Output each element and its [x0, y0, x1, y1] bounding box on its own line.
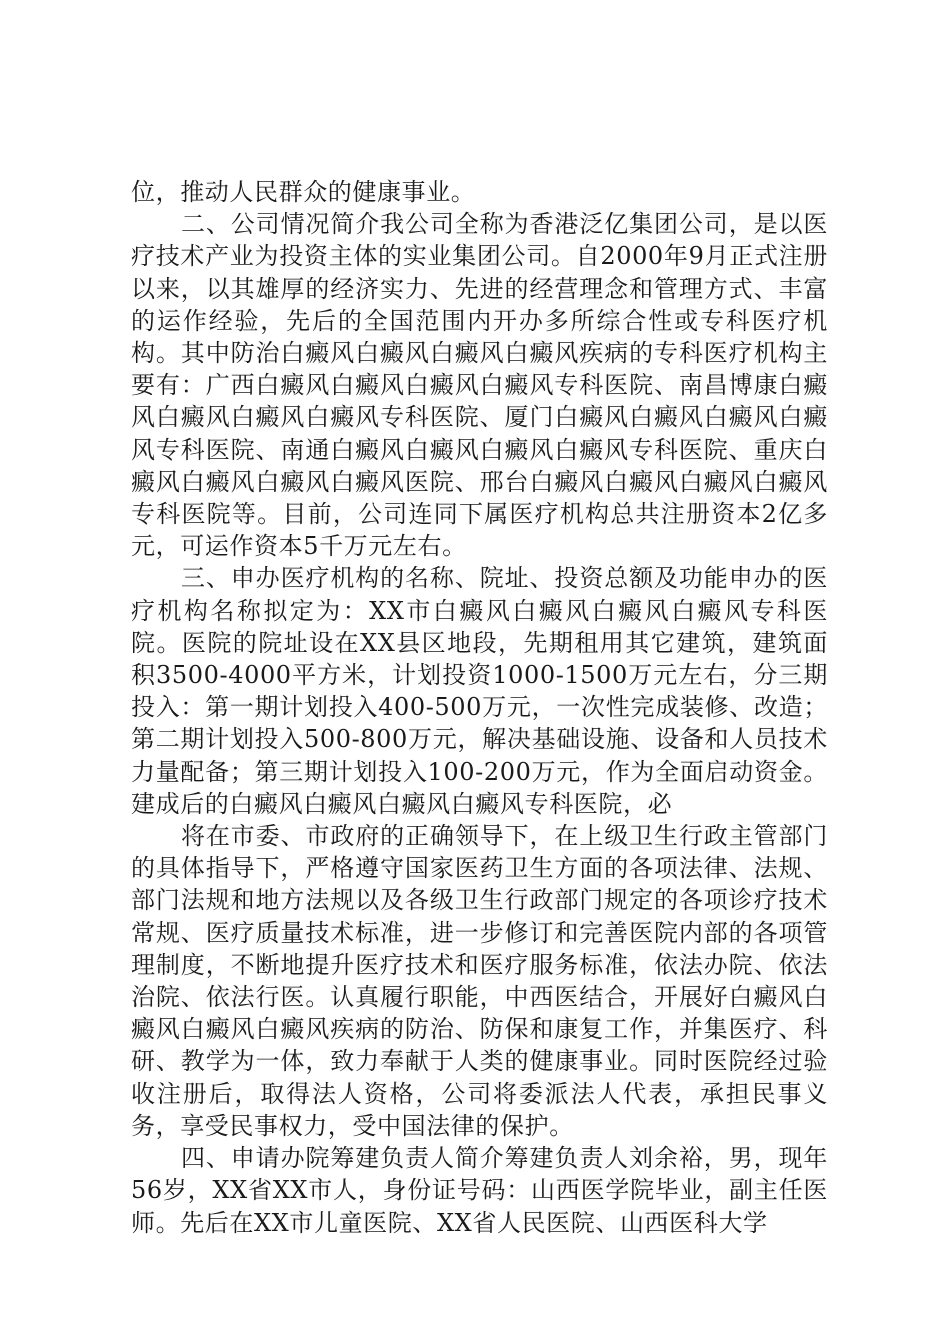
paragraph-company-overview: 二、公司情况简介我公司全称为香港泛亿集团公司，是以医疗技术产业为投资主体的实业集团公司。自2000年9月正式注册以来，以其雄厚的经济实力、先进的经营理念和管理方式、丰富的运作经验，先后的全国范围内开办多所综合性或专科医疗机构。其中防治白癜风白癜风白癜风白癜风疾病的专科医疗机构主要有：广西白癜风白癜风白癜风白癜风专科医院、南昌博康白癜风白癜风白癜风白癜风专科医院、厦门白癜风白癜风白癜风白癜风专科医院、南通白癜风白癜风白癜风白癜风专科医院、重庆白癜风白癜风白癜风白癜风医院、邢台白癜风白癜风白癜风白癜风专科医院等。目前，公司连同下属医疗机构总共注册资本2亿多元，可运作资本5千万元左右。 — [131, 210, 828, 561]
paragraph-institution-name-address: 三、申办医疗机构的名称、院址、投资总额及功能申办的医疗机构名称拟定为：XX市白癜风白癜风白癜风白癜风专科医院。医院的院址设在XX县区地段，先期租用其它建筑，建筑面积3500-4000平方米，计划投资1000-1500万元左右，分三期投入：第一期计划投入400-500万元，一次性完成装修、改造；第二期计划投入500-800万元，解决基础设施、设备和人员技术力量配备；第三期计划投入100-200万元，作为全面启动资金。建成后的白癜风白癜风白癜风白癜风专科医院，必 — [131, 564, 828, 818]
document-body — [131, 176, 828, 1239]
paragraph-operation-principles: 将在市委、市政府的正确领导下，在上级卫生行政主管部门的具体指导下，严格遵守国家医药卫生方面的各项法律、法规、部门法规和地方法规以及各级卫生行政部门规定的各项诊疗技术常规、医疗质量技术标准，进一步修订和完善医院内部的各项管理制度，不断地提升医疗技术和医疗服务标准，依法办院、依法治院、依法行医。认真履行职能，中西医结合，开展好白癜风白癜风白癜风白癜风疾病的防治、防保和康复工作，并集医疗、科研、教学为一体，致力奉献于人类的健康事业。同时医院经过验收注册后，取得法人资格，公司将委派法人代表，承担民事义务，享受民事权力，受中国法律的保护。 — [131, 822, 828, 1140]
paragraph-responsible-person: 四、申请办院筹建负责人简介筹建负责人刘余裕，男，现年56岁，XX省XX市人，身份证号码：山西医学院毕业，副主任医师。先后在XX市儿童医院、XX省人民医院、山西医科大学 — [131, 1144, 828, 1237]
paragraph-continuation: 位，推动人民群众的健康事业。 — [131, 178, 476, 206]
